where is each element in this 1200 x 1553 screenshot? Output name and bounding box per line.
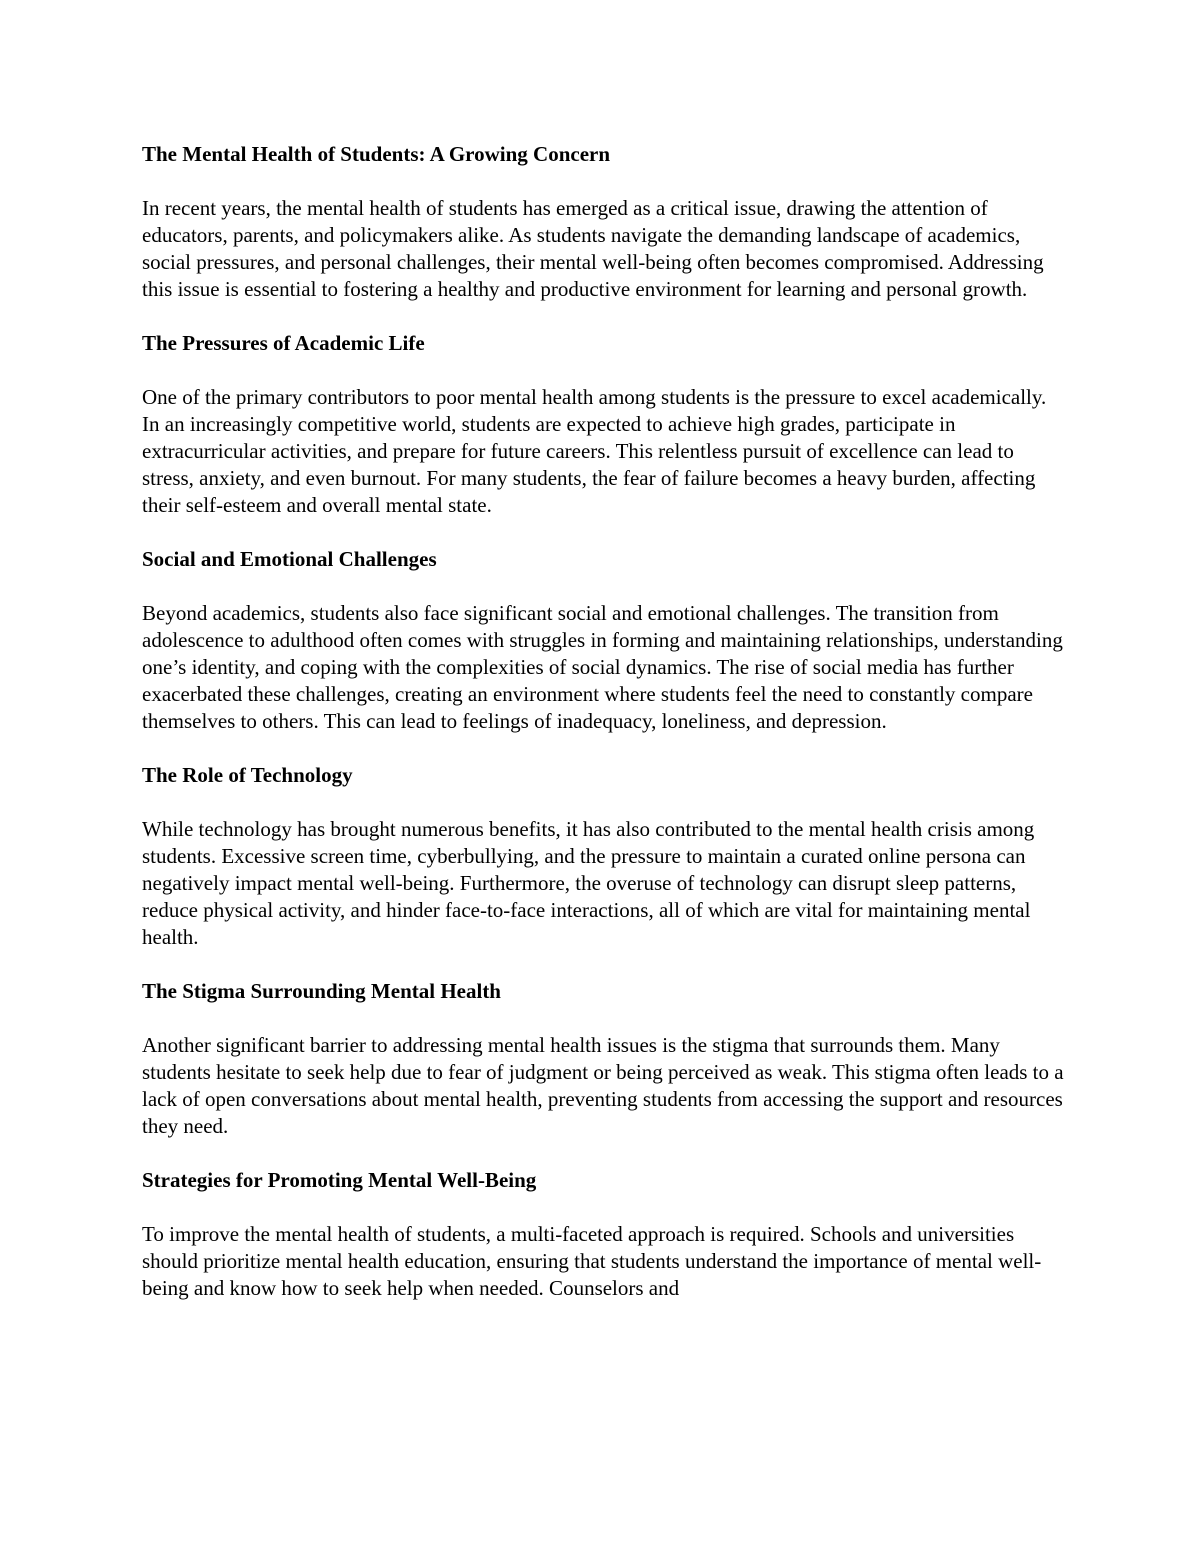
section-paragraph-academic-pressure: One of the primary contributors to poor mental health among students is the pressure to excel academically. In an increasingly competitive world, students are expected to achieve high grades, participate in extracurricular activities, and prepare for future careers. This relentless pursuit of excellence can lead to stress, anxiety, and even burnout. For many students, the fear of failure becomes a heavy burden, affecting their self-esteem and overall mental state.	[142, 385, 1047, 517]
section-heading-stigma: The Stigma Surrounding Mental Health	[142, 979, 501, 1003]
document-title: The Mental Health of Students: A Growing Concern	[142, 142, 611, 166]
section-paragraph-technology: While technology has brought numerous benefits, it has also contributed to the mental health crisis among students. Excessive screen time, cyberbullying, and the pressure to maintain a curated online persona can negatively impact mental well-being. Furthermore, the overuse of technology can disrupt sleep patterns, reduce physical activity, and hinder face-to-face interactions, all of which are vital for maintaining mental health.	[142, 817, 1035, 949]
section-heading-technology: The Role of Technology	[142, 763, 353, 787]
section-heading-strategies: Strategies for Promoting Mental Well-Being	[142, 1168, 537, 1192]
document-content	[142, 141, 1064, 1329]
intro-paragraph: In recent years, the mental health of students has emerged as a critical issue, drawing the attention of educators, parents, and policymakers alike. As students navigate the demanding landscape of academics, social pressures, and personal challenges, their mental well-being often becomes compromised. Addressing this issue is essential to fostering a healthy and productive environment for learning and personal growth.	[142, 196, 1044, 301]
section-heading-academic-pressure: The Pressures of Academic Life	[142, 331, 425, 355]
section-paragraph-stigma: Another significant barrier to addressing mental health issues is the stigma that surrounds them. Many students hesitate to seek help due to fear of judgment or being perceived as weak. This stigma often leads to a lack of open conversations about mental health, preventing students from accessing the support and resources they need.	[142, 1033, 1064, 1138]
section-heading-social-emotional: Social and Emotional Challenges	[142, 547, 437, 571]
section-paragraph-social-emotional: Beyond academics, students also face significant social and emotional challenges. The transition from adolescence to adulthood often comes with struggles in forming and maintaining relationships, understanding one’s identity, and coping with the complexities of social dynamics. The rise of social media has further exacerbated these challenges, creating an environment where students feel the need to constantly compare themselves to others. This can lead to feelings of inadequacy, loneliness, and depression.	[142, 601, 1063, 733]
section-paragraph-strategies: To improve the mental health of students, a multi-faceted approach is required. Schools and universities should prioritize mental health education, ensuring that students understand the importance of mental well-being and know how to seek help when needed. Counselors and	[142, 1222, 1042, 1300]
